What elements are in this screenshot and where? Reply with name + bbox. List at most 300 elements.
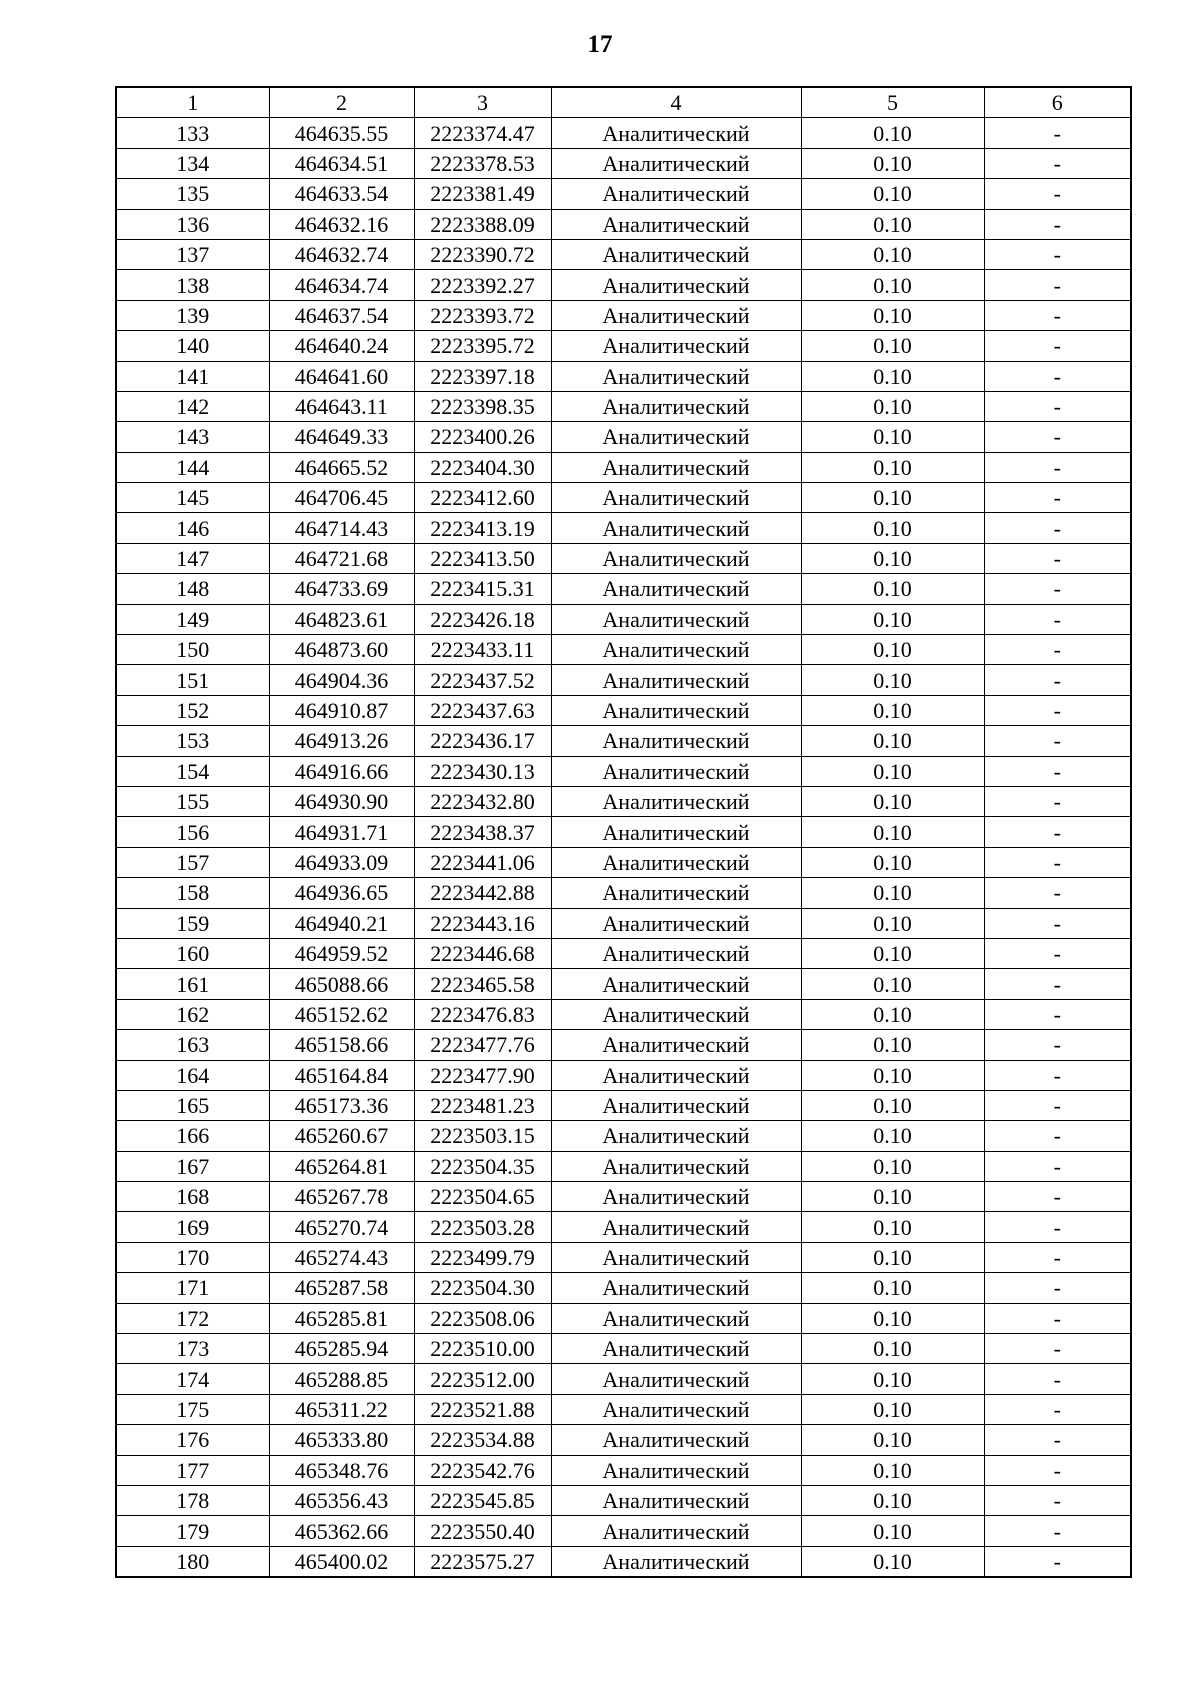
table-row <box>116 1303 1131 1333</box>
x-coordinate-cell: 465285.81 <box>269 1303 414 1333</box>
table-row <box>116 209 1131 239</box>
x-coordinate-cell: 464632.74 <box>269 239 414 269</box>
y-coordinate-cell: 2223504.35 <box>414 1151 551 1181</box>
note-cell: - <box>984 1485 1131 1515</box>
x-coordinate-cell: 464904.36 <box>269 665 414 695</box>
note-cell: - <box>984 543 1131 573</box>
x-coordinate-cell: 464910.87 <box>269 695 414 725</box>
y-coordinate-cell: 2223400.26 <box>414 422 551 452</box>
note-cell: - <box>984 1364 1131 1394</box>
method-cell: Аналитический <box>551 695 801 725</box>
method-cell: Аналитический <box>551 1425 801 1455</box>
y-coordinate-cell: 2223395.72 <box>414 331 551 361</box>
point-number-cell: 168 <box>116 1182 269 1212</box>
point-number-cell: 159 <box>116 908 269 938</box>
table-row <box>116 543 1131 573</box>
y-coordinate-cell: 2223388.09 <box>414 209 551 239</box>
point-number-cell: 140 <box>116 331 269 361</box>
x-coordinate-cell: 464873.60 <box>269 635 414 665</box>
method-cell: Аналитический <box>551 1273 801 1303</box>
method-cell: Аналитический <box>551 847 801 877</box>
note-cell: - <box>984 786 1131 816</box>
note-cell: - <box>984 1212 1131 1242</box>
point-number-cell: 142 <box>116 391 269 421</box>
table-row <box>116 361 1131 391</box>
note-cell: - <box>984 513 1131 543</box>
x-coordinate-cell: 464733.69 <box>269 574 414 604</box>
point-number-cell: 153 <box>116 726 269 756</box>
method-cell: Аналитический <box>551 361 801 391</box>
x-coordinate-cell: 464959.52 <box>269 938 414 968</box>
table-row <box>116 270 1131 300</box>
note-cell: - <box>984 270 1131 300</box>
note-cell: - <box>984 239 1131 269</box>
point-number-cell: 167 <box>116 1151 269 1181</box>
point-number-cell: 177 <box>116 1455 269 1485</box>
table-row <box>116 118 1131 148</box>
point-number-cell: 136 <box>116 209 269 239</box>
x-coordinate-cell: 464933.09 <box>269 847 414 877</box>
point-number-cell: 139 <box>116 300 269 330</box>
accuracy-cell: 0.10 <box>801 513 984 543</box>
y-coordinate-cell: 2223381.49 <box>414 179 551 209</box>
method-cell: Аналитический <box>551 1060 801 1090</box>
point-number-cell: 150 <box>116 635 269 665</box>
table-row <box>116 1090 1131 1120</box>
note-cell: - <box>984 1151 1131 1181</box>
y-coordinate-cell: 2223521.88 <box>414 1394 551 1424</box>
method-cell: Аналитический <box>551 1121 801 1151</box>
method-cell: Аналитический <box>551 1151 801 1181</box>
y-coordinate-cell: 2223443.16 <box>414 908 551 938</box>
y-coordinate-cell: 2223392.27 <box>414 270 551 300</box>
point-number-cell: 137 <box>116 239 269 269</box>
note-cell: - <box>984 1273 1131 1303</box>
accuracy-cell: 0.10 <box>801 1546 984 1577</box>
note-cell: - <box>984 391 1131 421</box>
note-cell: - <box>984 908 1131 938</box>
y-coordinate-cell: 2223499.79 <box>414 1242 551 1272</box>
point-number-cell: 149 <box>116 604 269 634</box>
accuracy-cell: 0.10 <box>801 726 984 756</box>
point-number-cell: 172 <box>116 1303 269 1333</box>
method-cell: Аналитический <box>551 391 801 421</box>
accuracy-cell: 0.10 <box>801 756 984 786</box>
note-cell: - <box>984 847 1131 877</box>
table-row <box>116 1394 1131 1424</box>
accuracy-cell: 0.10 <box>801 452 984 482</box>
coordinates-table <box>115 86 1132 1578</box>
table-row <box>116 1030 1131 1060</box>
method-cell: Аналитический <box>551 422 801 452</box>
table-row <box>116 179 1131 209</box>
point-number-cell: 138 <box>116 270 269 300</box>
table-row <box>116 665 1131 695</box>
note-cell: - <box>984 756 1131 786</box>
method-cell: Аналитический <box>551 1303 801 1333</box>
y-coordinate-cell: 2223413.19 <box>414 513 551 543</box>
column-header: 1 <box>116 87 269 118</box>
x-coordinate-cell: 465260.67 <box>269 1121 414 1151</box>
column-header: 6 <box>984 87 1131 118</box>
y-coordinate-cell: 2223550.40 <box>414 1516 551 1546</box>
method-cell: Аналитический <box>551 1546 801 1577</box>
y-coordinate-cell: 2223481.23 <box>414 1090 551 1120</box>
accuracy-cell: 0.10 <box>801 999 984 1029</box>
page-number: 17 <box>587 31 613 58</box>
table-row <box>116 148 1131 178</box>
table-row <box>116 1212 1131 1242</box>
table-row <box>116 847 1131 877</box>
x-coordinate-cell: 465311.22 <box>269 1394 414 1424</box>
accuracy-cell: 0.10 <box>801 695 984 725</box>
table-row <box>116 1364 1131 1394</box>
method-cell: Аналитический <box>551 1090 801 1120</box>
accuracy-cell: 0.10 <box>801 817 984 847</box>
x-coordinate-cell: 464649.33 <box>269 422 414 452</box>
point-number-cell: 143 <box>116 422 269 452</box>
note-cell: - <box>984 938 1131 968</box>
y-coordinate-cell: 2223390.72 <box>414 239 551 269</box>
point-number-cell: 170 <box>116 1242 269 1272</box>
table-row <box>116 1151 1131 1181</box>
note-cell: - <box>984 331 1131 361</box>
accuracy-cell: 0.10 <box>801 179 984 209</box>
note-cell: - <box>984 574 1131 604</box>
method-cell: Аналитический <box>551 938 801 968</box>
note-cell: - <box>984 665 1131 695</box>
point-number-cell: 156 <box>116 817 269 847</box>
x-coordinate-cell: 464634.51 <box>269 148 414 178</box>
method-cell: Аналитический <box>551 513 801 543</box>
accuracy-cell: 0.10 <box>801 1455 984 1485</box>
y-coordinate-cell: 2223446.68 <box>414 938 551 968</box>
y-coordinate-cell: 2223412.60 <box>414 483 551 513</box>
method-cell: Аналитический <box>551 969 801 999</box>
x-coordinate-cell: 465164.84 <box>269 1060 414 1090</box>
table-row <box>116 1182 1131 1212</box>
x-coordinate-cell: 465264.81 <box>269 1151 414 1181</box>
accuracy-cell: 0.10 <box>801 1303 984 1333</box>
accuracy-cell: 0.10 <box>801 1212 984 1242</box>
table-row <box>116 391 1131 421</box>
accuracy-cell: 0.10 <box>801 1425 984 1455</box>
note-cell: - <box>984 422 1131 452</box>
method-cell: Аналитический <box>551 908 801 938</box>
method-cell: Аналитический <box>551 635 801 665</box>
y-coordinate-cell: 2223436.17 <box>414 726 551 756</box>
point-number-cell: 171 <box>116 1273 269 1303</box>
table-row <box>116 999 1131 1029</box>
note-cell: - <box>984 1334 1131 1364</box>
x-coordinate-cell: 465356.43 <box>269 1485 414 1515</box>
accuracy-cell: 0.10 <box>801 239 984 269</box>
table-row <box>116 695 1131 725</box>
x-coordinate-cell: 464940.21 <box>269 908 414 938</box>
point-number-cell: 147 <box>116 543 269 573</box>
method-cell: Аналитический <box>551 726 801 756</box>
note-cell: - <box>984 1030 1131 1060</box>
y-coordinate-cell: 2223437.52 <box>414 665 551 695</box>
accuracy-cell: 0.10 <box>801 543 984 573</box>
accuracy-cell: 0.10 <box>801 786 984 816</box>
y-coordinate-cell: 2223503.15 <box>414 1121 551 1151</box>
y-coordinate-cell: 2223442.88 <box>414 878 551 908</box>
table-row <box>116 908 1131 938</box>
accuracy-cell: 0.10 <box>801 1030 984 1060</box>
x-coordinate-cell: 465288.85 <box>269 1364 414 1394</box>
table-row <box>116 1516 1131 1546</box>
x-coordinate-cell: 465285.94 <box>269 1334 414 1364</box>
table-row <box>116 452 1131 482</box>
accuracy-cell: 0.10 <box>801 938 984 968</box>
method-cell: Аналитический <box>551 209 801 239</box>
note-cell: - <box>984 1090 1131 1120</box>
point-number-cell: 133 <box>116 118 269 148</box>
table-row <box>116 331 1131 361</box>
method-cell: Аналитический <box>551 786 801 816</box>
y-coordinate-cell: 2223438.37 <box>414 817 551 847</box>
note-cell: - <box>984 1303 1131 1333</box>
x-coordinate-cell: 465270.74 <box>269 1212 414 1242</box>
x-coordinate-cell: 464936.65 <box>269 878 414 908</box>
point-number-cell: 141 <box>116 361 269 391</box>
point-number-cell: 157 <box>116 847 269 877</box>
accuracy-cell: 0.10 <box>801 1151 984 1181</box>
table-row <box>116 1121 1131 1151</box>
accuracy-cell: 0.10 <box>801 1242 984 1272</box>
accuracy-cell: 0.10 <box>801 969 984 999</box>
table-row <box>116 1485 1131 1515</box>
point-number-cell: 146 <box>116 513 269 543</box>
accuracy-cell: 0.10 <box>801 1516 984 1546</box>
method-cell: Аналитический <box>551 1455 801 1485</box>
table-row <box>116 1546 1131 1577</box>
table-row <box>116 878 1131 908</box>
note-cell: - <box>984 118 1131 148</box>
point-number-cell: 174 <box>116 1364 269 1394</box>
note-cell: - <box>984 878 1131 908</box>
accuracy-cell: 0.10 <box>801 1060 984 1090</box>
y-coordinate-cell: 2223404.30 <box>414 452 551 482</box>
accuracy-cell: 0.10 <box>801 635 984 665</box>
note-cell: - <box>984 969 1131 999</box>
x-coordinate-cell: 465400.02 <box>269 1546 414 1577</box>
y-coordinate-cell: 2223397.18 <box>414 361 551 391</box>
note-cell: - <box>984 1516 1131 1546</box>
accuracy-cell: 0.10 <box>801 1364 984 1394</box>
point-number-cell: 145 <box>116 483 269 513</box>
x-coordinate-cell: 464643.11 <box>269 391 414 421</box>
method-cell: Аналитический <box>551 270 801 300</box>
method-cell: Аналитический <box>551 1485 801 1515</box>
column-header: 2 <box>269 87 414 118</box>
accuracy-cell: 0.10 <box>801 1182 984 1212</box>
y-coordinate-cell: 2223374.47 <box>414 118 551 148</box>
method-cell: Аналитический <box>551 300 801 330</box>
table-row <box>116 1060 1131 1090</box>
point-number-cell: 148 <box>116 574 269 604</box>
note-cell: - <box>984 635 1131 665</box>
method-cell: Аналитический <box>551 179 801 209</box>
y-coordinate-cell: 2223504.30 <box>414 1273 551 1303</box>
x-coordinate-cell: 464632.16 <box>269 209 414 239</box>
note-cell: - <box>984 209 1131 239</box>
method-cell: Аналитический <box>551 543 801 573</box>
table-row <box>116 513 1131 543</box>
point-number-cell: 161 <box>116 969 269 999</box>
x-coordinate-cell: 464823.61 <box>269 604 414 634</box>
method-cell: Аналитический <box>551 1364 801 1394</box>
point-number-cell: 163 <box>116 1030 269 1060</box>
note-cell: - <box>984 999 1131 1029</box>
method-cell: Аналитический <box>551 756 801 786</box>
point-number-cell: 164 <box>116 1060 269 1090</box>
point-number-cell: 178 <box>116 1485 269 1515</box>
method-cell: Аналитический <box>551 118 801 148</box>
accuracy-cell: 0.10 <box>801 574 984 604</box>
accuracy-cell: 0.10 <box>801 1090 984 1120</box>
method-cell: Аналитический <box>551 1394 801 1424</box>
y-coordinate-cell: 2223433.11 <box>414 635 551 665</box>
y-coordinate-cell: 2223413.50 <box>414 543 551 573</box>
method-cell: Аналитический <box>551 1242 801 1272</box>
accuracy-cell: 0.10 <box>801 665 984 695</box>
y-coordinate-cell: 2223441.06 <box>414 847 551 877</box>
x-coordinate-cell: 464706.45 <box>269 483 414 513</box>
table-body <box>116 118 1131 1577</box>
x-coordinate-cell: 465158.66 <box>269 1030 414 1060</box>
table-row <box>116 938 1131 968</box>
method-cell: Аналитический <box>551 148 801 178</box>
method-cell: Аналитический <box>551 331 801 361</box>
method-cell: Аналитический <box>551 1516 801 1546</box>
table-row <box>116 1334 1131 1364</box>
point-number-cell: 169 <box>116 1212 269 1242</box>
note-cell: - <box>984 1425 1131 1455</box>
column-header: 3 <box>414 87 551 118</box>
point-number-cell: 151 <box>116 665 269 695</box>
method-cell: Аналитический <box>551 483 801 513</box>
note-cell: - <box>984 148 1131 178</box>
table-row <box>116 635 1131 665</box>
method-cell: Аналитический <box>551 574 801 604</box>
y-coordinate-cell: 2223430.13 <box>414 756 551 786</box>
point-number-cell: 165 <box>116 1090 269 1120</box>
method-cell: Аналитический <box>551 665 801 695</box>
table-row <box>116 1273 1131 1303</box>
note-cell: - <box>984 1394 1131 1424</box>
note-cell: - <box>984 483 1131 513</box>
x-coordinate-cell: 465267.78 <box>269 1182 414 1212</box>
x-coordinate-cell: 464714.43 <box>269 513 414 543</box>
note-cell: - <box>984 1121 1131 1151</box>
point-number-cell: 179 <box>116 1516 269 1546</box>
table-row <box>116 300 1131 330</box>
y-coordinate-cell: 2223398.35 <box>414 391 551 421</box>
x-coordinate-cell: 464633.54 <box>269 179 414 209</box>
method-cell: Аналитический <box>551 1182 801 1212</box>
y-coordinate-cell: 2223512.00 <box>414 1364 551 1394</box>
point-number-cell: 173 <box>116 1334 269 1364</box>
note-cell: - <box>984 726 1131 756</box>
accuracy-cell: 0.10 <box>801 331 984 361</box>
accuracy-cell: 0.10 <box>801 391 984 421</box>
table-row <box>116 969 1131 999</box>
accuracy-cell: 0.10 <box>801 209 984 239</box>
accuracy-cell: 0.10 <box>801 118 984 148</box>
table-row <box>116 726 1131 756</box>
accuracy-cell: 0.10 <box>801 483 984 513</box>
table-row <box>116 239 1131 269</box>
note-cell: - <box>984 452 1131 482</box>
point-number-cell: 134 <box>116 148 269 178</box>
point-number-cell: 176 <box>116 1425 269 1455</box>
x-coordinate-cell: 464641.60 <box>269 361 414 391</box>
method-cell: Аналитический <box>551 604 801 634</box>
accuracy-cell: 0.10 <box>801 1485 984 1515</box>
table-row <box>116 1242 1131 1272</box>
table-row <box>116 574 1131 604</box>
note-cell: - <box>984 1455 1131 1485</box>
x-coordinate-cell: 465088.66 <box>269 969 414 999</box>
point-number-cell: 152 <box>116 695 269 725</box>
accuracy-cell: 0.10 <box>801 908 984 938</box>
point-number-cell: 155 <box>116 786 269 816</box>
note-cell: - <box>984 179 1131 209</box>
accuracy-cell: 0.10 <box>801 1394 984 1424</box>
y-coordinate-cell: 2223545.85 <box>414 1485 551 1515</box>
x-coordinate-cell: 465348.76 <box>269 1455 414 1485</box>
accuracy-cell: 0.10 <box>801 847 984 877</box>
column-header: 5 <box>801 87 984 118</box>
note-cell: - <box>984 1546 1131 1577</box>
note-cell: - <box>984 817 1131 847</box>
y-coordinate-cell: 2223504.65 <box>414 1182 551 1212</box>
table-row <box>116 1425 1131 1455</box>
x-coordinate-cell: 465333.80 <box>269 1425 414 1455</box>
accuracy-cell: 0.10 <box>801 148 984 178</box>
y-coordinate-cell: 2223393.72 <box>414 300 551 330</box>
y-coordinate-cell: 2223476.83 <box>414 999 551 1029</box>
x-coordinate-cell: 465287.58 <box>269 1273 414 1303</box>
table-row <box>116 422 1131 452</box>
x-coordinate-cell: 464913.26 <box>269 726 414 756</box>
y-coordinate-cell: 2223534.88 <box>414 1425 551 1455</box>
note-cell: - <box>984 361 1131 391</box>
accuracy-cell: 0.10 <box>801 300 984 330</box>
y-coordinate-cell: 2223542.76 <box>414 1455 551 1485</box>
x-coordinate-cell: 464916.66 <box>269 756 414 786</box>
y-coordinate-cell: 2223477.90 <box>414 1060 551 1090</box>
table-row <box>116 1455 1131 1485</box>
y-coordinate-cell: 2223508.06 <box>414 1303 551 1333</box>
y-coordinate-cell: 2223426.18 <box>414 604 551 634</box>
method-cell: Аналитический <box>551 1212 801 1242</box>
method-cell: Аналитический <box>551 817 801 847</box>
y-coordinate-cell: 2223437.63 <box>414 695 551 725</box>
accuracy-cell: 0.10 <box>801 1334 984 1364</box>
x-coordinate-cell: 465152.62 <box>269 999 414 1029</box>
accuracy-cell: 0.10 <box>801 422 984 452</box>
table-row <box>116 786 1131 816</box>
note-cell: - <box>984 1060 1131 1090</box>
accuracy-cell: 0.10 <box>801 878 984 908</box>
method-cell: Аналитический <box>551 999 801 1029</box>
x-coordinate-cell: 465362.66 <box>269 1516 414 1546</box>
column-header: 4 <box>551 87 801 118</box>
accuracy-cell: 0.10 <box>801 361 984 391</box>
